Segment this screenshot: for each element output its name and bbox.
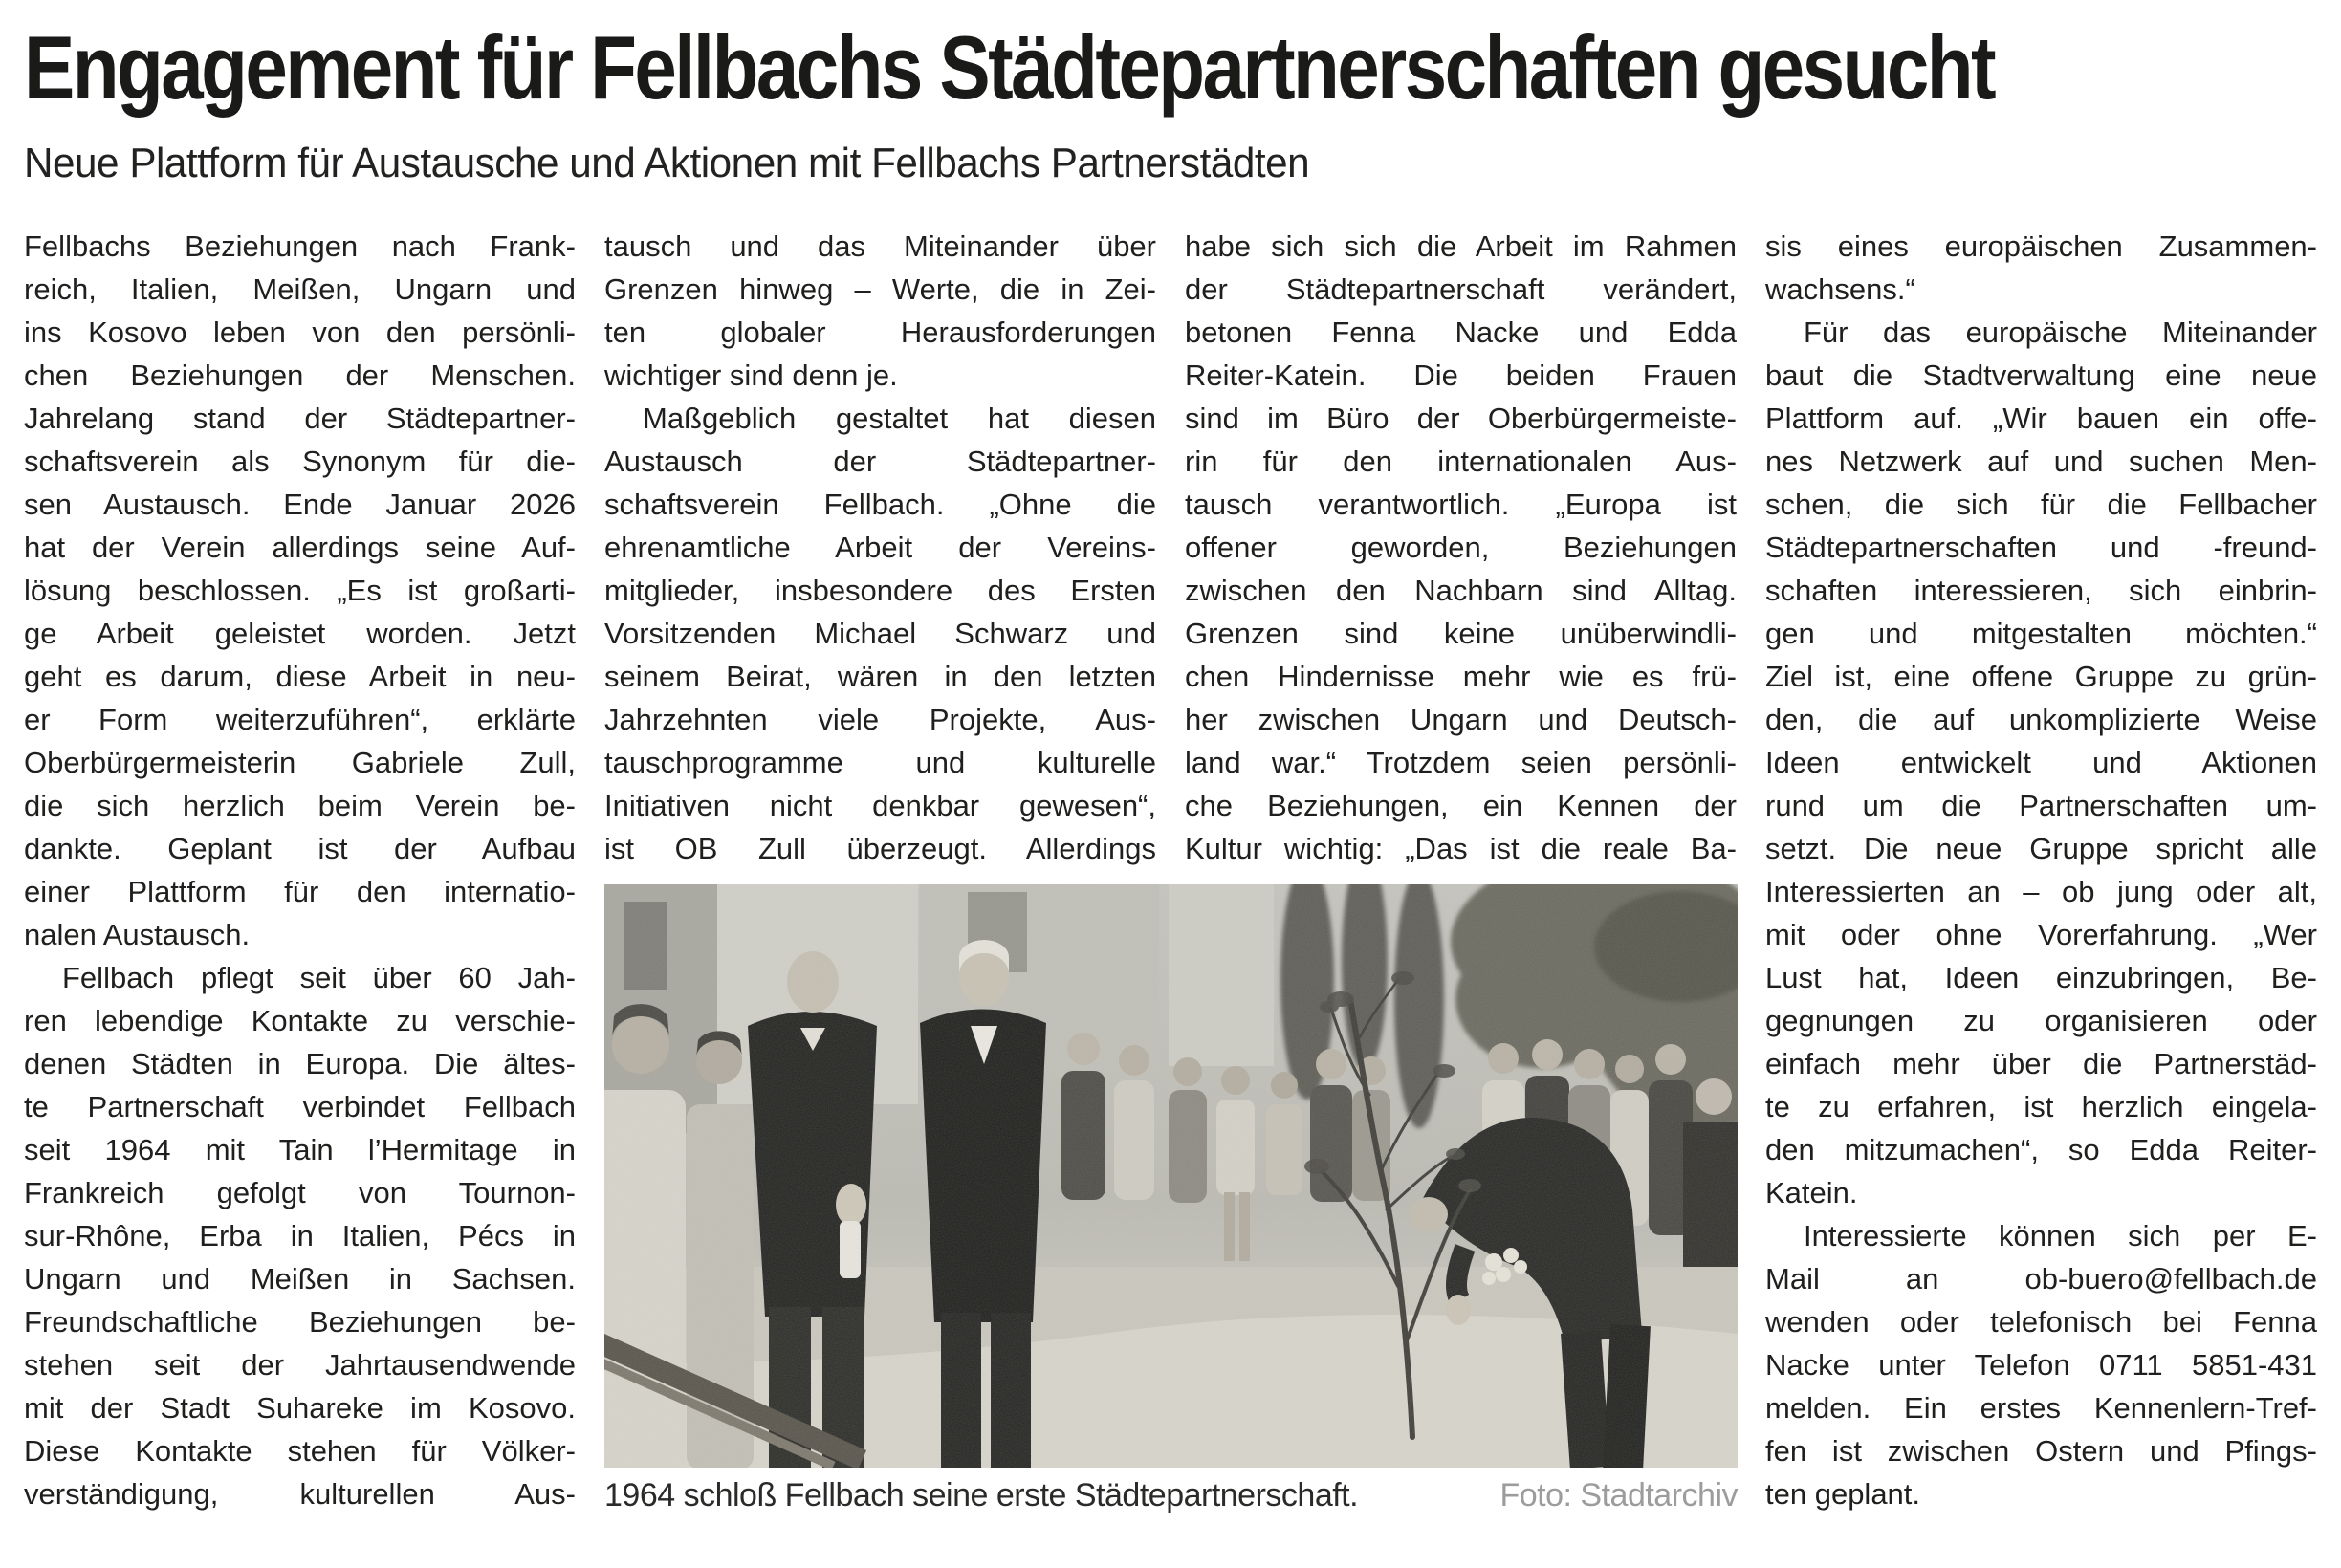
body-line: einer Plattform für den internatio- bbox=[24, 875, 576, 908]
body-line: te Partnerschaft verbindet Fellbach bbox=[24, 1090, 576, 1123]
body-line: Oberbürgermeisterin Gabriele Zull, bbox=[24, 746, 576, 779]
body-line: er Form weiterzuführen“, erklärte bbox=[24, 703, 576, 736]
body-line: Ungarn und Meißen in Sachsen. bbox=[24, 1262, 576, 1296]
body-line: der Städtepartnerschaft verändert, bbox=[1185, 272, 1737, 306]
article-photo bbox=[604, 884, 1738, 1468]
article-column-1 bbox=[24, 225, 576, 1515]
article-column-2 bbox=[604, 225, 1156, 870]
body-line: ist OB Zull überzeugt. Allerdings bbox=[604, 832, 1156, 865]
body-line: die sich herzlich beim Verein be- bbox=[24, 789, 576, 822]
body-line: denen Städten in Europa. Die ältes- bbox=[24, 1047, 576, 1080]
body-line: schaftsverein als Synonym für die- bbox=[24, 445, 576, 478]
body-line: gegnungen zu organisieren oder bbox=[1765, 1004, 2317, 1037]
body-line: den mitzumachen“, so Edda Reiter- bbox=[1765, 1133, 2317, 1166]
body-line: ten globaler Herausforderungen bbox=[604, 316, 1156, 349]
body-line: nes Netzwerk auf und suchen Men- bbox=[1765, 445, 2317, 478]
body-line: Maßgeblich gestaltet hat diesen bbox=[643, 402, 1156, 435]
article-column-4 bbox=[1765, 225, 2317, 1515]
photo-caption: 1964 schloß Fellbach seine erste Städtepartnerschaft. bbox=[604, 1477, 1359, 1514]
body-line: sis eines europäischen Zusammen- bbox=[1765, 229, 2317, 263]
body-line: Kultur wichtig: „Das ist die reale Ba- bbox=[1185, 832, 1737, 865]
body-line: sur-Rhône, Erba in Italien, Pécs in bbox=[24, 1219, 576, 1252]
body-line: Initiativen nicht denkbar gewesen“, bbox=[604, 789, 1156, 822]
body-line: zwischen den Nachbarn sind Alltag. bbox=[1185, 574, 1737, 607]
body-line: chen Beziehungen der Menschen. bbox=[24, 359, 576, 392]
body-line: mitglieder, insbesondere des Ersten bbox=[604, 574, 1156, 607]
body-line: seinem Beirat, wären in den letzten bbox=[604, 660, 1156, 693]
body-line: schaftsverein Fellbach. „Ohne die bbox=[604, 488, 1156, 521]
body-line: ins Kosovo leben von den persönli- bbox=[24, 316, 576, 349]
body-line: land war.“ Trotzdem seien persönli- bbox=[1185, 746, 1737, 779]
body-line: che Beziehungen, ein Kennen der bbox=[1185, 789, 1737, 822]
body-line: tausch verantwortlich. „Europa ist bbox=[1185, 488, 1737, 521]
body-line: Grenzen hinweg – Werte, die in Zei- bbox=[604, 272, 1156, 306]
body-line: schaften interessieren, sich einbrin- bbox=[1765, 574, 2317, 607]
body-line: betonen Fenna Nacke und Edda bbox=[1185, 316, 1737, 349]
body-line: habe sich sich die Arbeit im Rahmen bbox=[1185, 229, 1737, 263]
body-line: offener geworden, Beziehungen bbox=[1185, 531, 1737, 564]
body-line: Interessierte können sich per E- bbox=[1804, 1219, 2317, 1252]
body-line: ehrenamtliche Arbeit der Vereins- bbox=[604, 531, 1156, 564]
body-line: Frankreich gefolgt von Tournon- bbox=[24, 1176, 576, 1209]
body-line: lösung beschlossen. „Es ist großarti- bbox=[24, 574, 576, 607]
body-line: Vorsitzenden Michael Schwarz und bbox=[604, 617, 1156, 650]
body-line: baut die Stadtverwaltung eine neue bbox=[1765, 359, 2317, 392]
body-line: reich, Italien, Meißen, Ungarn und bbox=[24, 272, 576, 306]
body-line: nalen Austausch. bbox=[24, 918, 251, 951]
body-line: Plattform auf. „Wir bauen ein offe- bbox=[1765, 402, 2317, 435]
body-line: ge Arbeit geleistet worden. Jetzt bbox=[24, 617, 576, 650]
body-line: Nacke unter Telefon 0711 5851-431 bbox=[1765, 1348, 2317, 1382]
body-line: sen Austausch. Ende Januar 2026 bbox=[24, 488, 576, 521]
body-line: chen Hindernisse mehr wie es frü- bbox=[1185, 660, 1737, 693]
body-line: dankte. Geplant ist der Aufbau bbox=[24, 832, 576, 865]
body-line: ten geplant. bbox=[1765, 1477, 1921, 1511]
body-line: Grenzen sind keine unüberwindli- bbox=[1185, 617, 1737, 650]
tree-planting-photo-illustration bbox=[604, 884, 1738, 1468]
body-line: Katein. bbox=[1765, 1176, 1858, 1209]
photo-caption-row bbox=[604, 1475, 1738, 1515]
body-line: Mail an ob-buero@fellbach.de bbox=[1765, 1262, 2317, 1296]
body-line: ren lebendige Kontakte zu verschie- bbox=[24, 1004, 576, 1037]
body-line: gen und mitgestalten möchten.“ bbox=[1765, 617, 2317, 650]
body-line: Freundschaftliche Beziehungen be- bbox=[24, 1305, 576, 1339]
body-line: rin für den internationalen Aus- bbox=[1185, 445, 1737, 478]
body-line: tauschprogramme und kulturelle bbox=[604, 746, 1156, 779]
body-line: hat der Verein allerdings seine Auf- bbox=[24, 531, 576, 564]
body-line: tausch und das Miteinander über bbox=[604, 229, 1156, 263]
article-subheadline: Neue Plattform für Austausche und Aktionen mit Fellbachs Partnerstädten bbox=[24, 140, 1310, 186]
body-line: den, die auf unkomplizierte Weise bbox=[1765, 703, 2317, 736]
body-line: rund um die Partnerschaften um- bbox=[1765, 789, 2317, 822]
article-headline: Engagement für Fellbachs Städtepartnerschaften gesucht bbox=[24, 17, 1995, 118]
body-line: Für das europäische Miteinander bbox=[1804, 316, 2317, 349]
body-line: stehen seit der Jahrtausendwende bbox=[24, 1348, 576, 1382]
body-line: melden. Ein erstes Kennenlern-Tref- bbox=[1765, 1391, 2317, 1425]
body-line: setzt. Die neue Gruppe spricht alle bbox=[1765, 832, 2317, 865]
article-column-3 bbox=[1185, 225, 1737, 870]
body-line: wachsens.“ bbox=[1765, 272, 1915, 306]
body-line: einfach mehr über die Partnerstäd- bbox=[1765, 1047, 2317, 1080]
body-line: Städtepartnerschaften und -freund- bbox=[1765, 531, 2317, 564]
body-line: Fellbachs Beziehungen nach Frank- bbox=[24, 229, 576, 263]
body-line: fen ist zwischen Ostern und Pfings- bbox=[1765, 1434, 2317, 1468]
body-line: Fellbach pflegt seit über 60 Jah- bbox=[62, 961, 576, 994]
body-line: wenden oder telefonisch bei Fenna bbox=[1765, 1305, 2317, 1339]
body-line: Jahrelang stand der Städtepartner- bbox=[24, 402, 576, 435]
body-line: Ziel ist, eine offene Gruppe zu grün- bbox=[1765, 660, 2317, 693]
body-line: Reiter-Katein. Die beiden Frauen bbox=[1185, 359, 1737, 392]
body-line: Jahrzehnten viele Projekte, Aus- bbox=[604, 703, 1156, 736]
body-line: Austausch der Städtepartner- bbox=[604, 445, 1156, 478]
body-line: verständigung, kulturellen Aus- bbox=[24, 1477, 576, 1511]
body-line: mit der Stadt Suhareke im Kosovo. bbox=[24, 1391, 576, 1425]
body-line: seit 1964 mit Tain l’Hermitage in bbox=[24, 1133, 576, 1166]
body-line: te zu erfahren, ist herzlich eingela- bbox=[1765, 1090, 2317, 1123]
body-line: Ideen entwickelt und Aktionen bbox=[1765, 746, 2317, 779]
body-line: schen, die sich für die Fellbacher bbox=[1765, 488, 2317, 521]
photo-credit: Foto: Stadtarchiv bbox=[1499, 1477, 1738, 1514]
body-line: geht es darum, diese Arbeit in neu- bbox=[24, 660, 576, 693]
body-line: her zwischen Ungarn und Deutsch- bbox=[1185, 703, 1737, 736]
body-line: mit oder ohne Vorerfahrung. „Wer bbox=[1765, 918, 2317, 951]
body-line: Lust hat, Ideen einzubringen, Be- bbox=[1765, 961, 2317, 994]
body-line: Interessierten an – ob jung oder alt, bbox=[1765, 875, 2317, 908]
body-line: sind im Büro der Oberbürgermeiste- bbox=[1185, 402, 1737, 435]
body-line: wichtiger sind denn je. bbox=[604, 359, 898, 392]
body-line: Diese Kontakte stehen für Völker- bbox=[24, 1434, 576, 1468]
